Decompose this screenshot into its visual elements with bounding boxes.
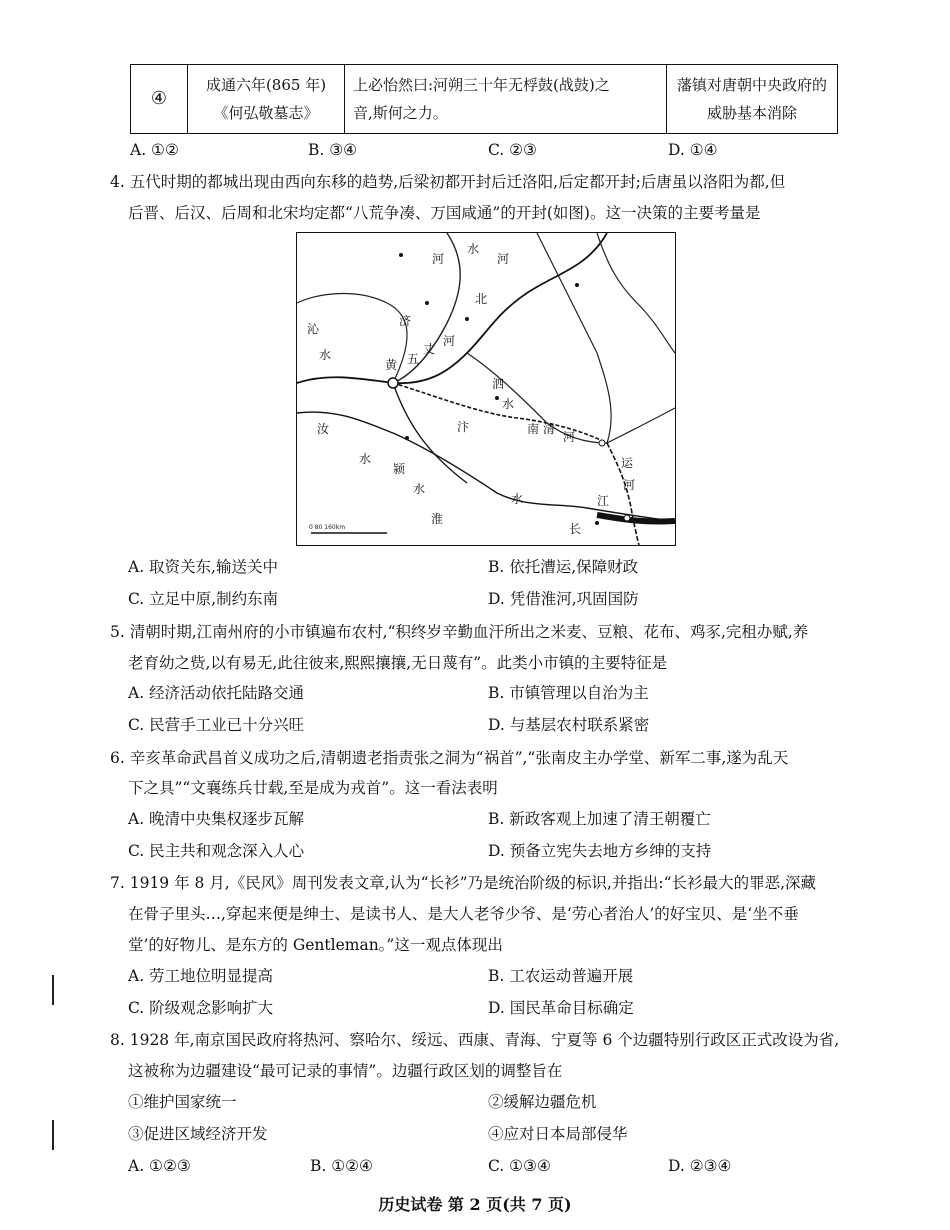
q8-option-c[interactable]: C. ①③④ — [488, 1157, 551, 1175]
map-label: 济 — [399, 314, 412, 328]
q4-option-d[interactable]: D. 凭借淮河,巩固国防 — [488, 590, 639, 608]
map-label: 水 — [359, 452, 372, 466]
map-label: 水 — [467, 242, 480, 256]
river-yellow — [297, 233, 607, 383]
map-label: 河 — [497, 252, 510, 266]
row-content — [345, 65, 667, 134]
map-label: 河 — [563, 430, 576, 444]
q8-option-d[interactable]: D. ②③④ — [668, 1157, 732, 1175]
q7-option-b[interactable]: B. 工农运动普遍开展 — [488, 967, 634, 985]
q8-stem-line2: 这被称为边疆建设“最可记录的事情”。边疆行政区划的调整旨在 — [128, 1062, 563, 1080]
map-label: 泗 — [492, 377, 505, 391]
page-footer: 历史试卷 第 2 页(共 7 页) — [378, 1195, 572, 1214]
row-conclusion-line1: 藩镇对唐朝中央政府的 — [676, 76, 827, 94]
q5-stem-line2: 老育幼之赀,以有易无,此往彼来,熙熙攘攘,无日蔑有”。此类小市镇的主要特征是 — [128, 654, 668, 672]
city-dot — [425, 301, 429, 305]
q7-option-c[interactable]: C. 阶级观念影响扩大 — [128, 999, 274, 1017]
city-dot — [599, 440, 605, 446]
map-label: 沁 — [307, 322, 320, 336]
row-conclusion — [667, 65, 838, 134]
map-label: 北 — [475, 292, 488, 306]
q3-option-d[interactable]: D. ①④ — [668, 141, 718, 159]
q7-stem-line3: 堂’的好物儿、是东方的 Gentleman。”这一观点体现出 — [128, 936, 503, 954]
map-svg — [297, 233, 675, 545]
row-content-line2: 音,斯何之力。 — [353, 104, 448, 122]
q4-stem-line2: 后晋、后汉、后周和北宋均定都“八荒争凑、万国咸通”的开封(如图)。这一决策的主要考量是 — [128, 204, 761, 222]
row-content-line1: 上必怡然曰:河朔三十年无桴鼓(战鼓)之 — [353, 76, 610, 94]
q5-stem-line1: 5. 清朝时期,江南州府的小市镇遍布农村,“积终岁辛勤血汗所出之米麦、豆粮、花布、鸡豕,完租办赋,养 — [110, 623, 809, 641]
map-label: 水 — [502, 397, 515, 411]
q8-stem-line1: 8. 1928 年,南京国民政府将热河、察哈尔、绥远、西康、青海、宁夏等 6 个边疆特别行政区正式改设为省, — [110, 1031, 840, 1049]
five-dynasties-map — [296, 232, 676, 546]
q4-option-a[interactable]: A. 取资关东,输送关中 — [128, 558, 278, 576]
map-label: 江 — [597, 494, 610, 508]
q5-option-b[interactable]: B. 市镇管理以自治为主 — [488, 684, 649, 702]
map-label: 水 — [319, 348, 332, 362]
map-label: 南 — [527, 422, 540, 436]
q8-item-4: ④应对日本局部侵华 — [488, 1125, 628, 1143]
map-label: 水 — [413, 482, 426, 496]
map-label: 河 — [623, 478, 636, 492]
river-line — [597, 233, 675, 353]
q7-stem-line2: 在骨子里头…,穿起来便是绅士、是读书人、是大人老爷少爷、是‘劳心者治人’的好宝贝、是‘坐不垂 — [128, 905, 799, 923]
q4-option-b[interactable]: B. 依托漕运,保障财政 — [488, 558, 639, 576]
q6-stem-line2: 下之具”“文襄练兵廿载,至是成为戎首”。这一看法表明 — [128, 779, 498, 797]
q7-option-d[interactable]: D. 国民革命目标确定 — [488, 999, 634, 1017]
q6-option-a[interactable]: A. 晚清中央集权逐步瓦解 — [128, 810, 305, 828]
river-line — [607, 408, 675, 443]
margin-mark — [52, 975, 54, 1005]
city-dot — [624, 515, 630, 521]
map-label: 河 — [443, 334, 456, 348]
q8-option-b[interactable]: B. ①②④ — [310, 1157, 373, 1175]
q6-option-b[interactable]: B. 新政客观上加速了清王朝覆亡 — [488, 810, 711, 828]
map-label: 长 — [569, 522, 582, 536]
city-dot — [575, 283, 579, 287]
q7-stem-line1: 7. 1919 年 8 月,《民风》周刊发表文章,认为“长衫”乃是统治阶级的标识,并指出:“长衫最大的罪恶,深藏 — [110, 874, 817, 892]
city-dot — [595, 521, 599, 525]
city-dot — [495, 396, 499, 400]
row-number: ④ — [131, 65, 188, 134]
map-label: 淮 — [431, 512, 444, 526]
map-label: 河 — [432, 252, 445, 266]
map-label: 丈 — [423, 342, 436, 356]
kaifeng-marker — [388, 378, 398, 388]
map-label: 颍 — [393, 462, 406, 476]
q5-option-c[interactable]: C. 民营手工业已十分兴旺 — [128, 716, 305, 734]
map-label: 五 — [407, 352, 420, 366]
table-row — [131, 65, 838, 134]
river-line — [393, 233, 460, 383]
map-scale-label: 0 80 160km — [309, 524, 346, 531]
map-label: 汴 — [457, 420, 470, 434]
row-conclusion-line2: 威胁基本消除 — [706, 104, 797, 122]
city-dot — [399, 253, 403, 257]
q8-item-1: ①维护国家统一 — [128, 1093, 237, 1111]
source-table — [130, 64, 838, 134]
q5-option-d[interactable]: D. 与基层农村联系紧密 — [488, 716, 650, 734]
q3-option-c[interactable]: C. ②③ — [488, 141, 537, 159]
q8-item-3: ③促进区域经济开发 — [128, 1125, 268, 1143]
q3-option-b[interactable]: B. ③④ — [308, 141, 358, 159]
city-dot — [465, 317, 469, 321]
row-date-source — [188, 65, 345, 134]
city-dot — [405, 436, 409, 440]
q6-option-d[interactable]: D. 预备立宪失去地方乡绅的支持 — [488, 842, 712, 860]
q8-item-2: ②缓解边疆危机 — [488, 1093, 597, 1111]
q4-option-c[interactable]: C. 立足中原,制约东南 — [128, 590, 279, 608]
map-label: 清 — [543, 422, 556, 436]
q3-option-a[interactable]: A. ①② — [130, 141, 179, 159]
q7-option-a[interactable]: A. 劳工地位明显提高 — [128, 967, 274, 985]
margin-mark — [52, 1120, 54, 1150]
row-source: 《何弘敬墓志》 — [213, 104, 319, 122]
map-label: 水 — [511, 492, 524, 506]
q6-stem-line1: 6. 辛亥革命武昌首义成功之后,清朝遗老指责张之洞为“祸首”,“张南皮主办学堂、新军二事,遂为乱天 — [110, 749, 789, 767]
map-label: 汝 — [317, 422, 330, 436]
q5-option-a[interactable]: A. 经济活动依托陆路交通 — [128, 684, 305, 702]
river-huai — [297, 412, 675, 521]
river-line — [537, 233, 611, 443]
q8-option-a[interactable]: A. ①②③ — [128, 1157, 191, 1175]
row-date: 成通六年(865 年) — [205, 76, 327, 94]
q6-option-c[interactable]: C. 民主共和观念深入人心 — [128, 842, 305, 860]
q4-stem-line1: 4. 五代时期的都城出现由西向东移的趋势,后梁初都开封后迁洛阳,后定都开封;后唐虽以洛阳为都,但 — [110, 173, 786, 191]
map-label: 运 — [621, 456, 634, 470]
map-label: 黄 — [385, 358, 398, 372]
